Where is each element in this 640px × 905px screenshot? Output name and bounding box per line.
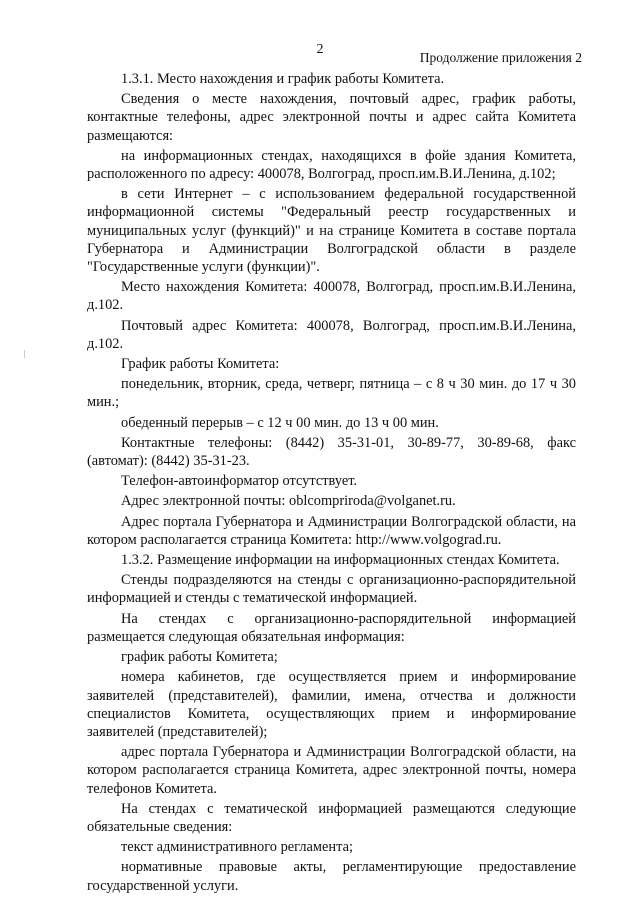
- paragraph: Стенды подразделяются на стенды с организационно-распорядительной информацией и стенды с тематической информацией.: [87, 572, 576, 607]
- paragraph: на информационных стендах, находящихся в фойе здания Комитета, расположенного по адресу: 400078, Волгоград, просп.им.В.И.Ленина, д.102;: [87, 147, 576, 183]
- document-body: [87, 70, 576, 895]
- paragraph: На стендах с организационно-распорядительной информацией размещается следующая обязательная информация:: [87, 610, 576, 645]
- scan-artifact: [24, 350, 25, 358]
- paragraph: график работы Комитета;: [121, 649, 278, 666]
- paragraph: понедельник, вторник, среда, четверг, пятница – с 8 ч 30 мин. до 17 ч 30 мин.;: [87, 376, 576, 411]
- paragraph: На стендах с тематической информацией размещаются следующие обязательные сведения:: [87, 800, 576, 835]
- paragraph: нормативные правовые акты, регламентирующие предоставление государственной услуги.: [87, 859, 576, 894]
- section-heading-1-3-2: 1.3.2. Размещение информации на информационных стендах Комитета.: [121, 552, 560, 569]
- paragraph: Место нахождения Комитета: 400078, Волгоград, просп.им.В.И.Ленина, д.102.: [87, 279, 576, 314]
- paragraph: номера кабинетов, где осуществляется прием и информирование заявителей (представителей), фамилии, имена, отчества и должности специалистов Комитета, осуществляющих прием и информирование заявителей (представителей);: [87, 669, 576, 740]
- paragraph: обеденный перерыв – с 12 ч 00 мин. до 13 ч 00 мин.: [121, 414, 439, 431]
- paragraph: Телефон-автоинформатор отсутствует.: [121, 473, 358, 490]
- paragraph: Сведения о месте нахождения, почтовый адрес, график работы, контактные телефоны, адрес электронной почты и адрес сайта Комитета размещаются:: [87, 91, 576, 144]
- paragraph: Контактные телефоны: (8442) 35-31-01, 30-89-77, 30-89-68, факс (автомат): (8442) 35-31-23.: [87, 434, 576, 470]
- section-heading-1-3-1: 1.3.1. Место нахождения и график работы Комитета.: [121, 71, 445, 87]
- paragraph: текст административного регламента;: [121, 839, 353, 856]
- paragraph: адрес портала Губернатора и Администрации Волгоградской области, на котором располагается страница Комитета, адрес электронной почты, номера телефонов Комитета.: [87, 744, 576, 797]
- paragraph: Почтовый адрес Комитета: 400078, Волгоград, просп.им.В.И.Ленина, д.102.: [87, 317, 576, 352]
- paragraph: Адрес портала Губернатора и Администрации Волгоградской области, на котором располагается страница Комитета: http://www.volgograd.ru.: [87, 513, 576, 548]
- paragraph: График работы Комитета:: [121, 356, 280, 373]
- paragraph: в сети Интернет – с использованием федеральной государственной информационной системы "Федеральный реестр государственных и муниципальных услуг (функций)" и на странице Комитета в составе портала Губернатора и Администрации Волгоградской области в разделе "Государственные услуги (функции)".: [87, 186, 576, 276]
- page-number: 2: [316, 42, 324, 57]
- appendix-continuation-label: Продолжение приложения 2: [419, 50, 582, 65]
- paragraph: Адрес электронной почты: oblcompriroda@volganet.ru.: [121, 493, 456, 510]
